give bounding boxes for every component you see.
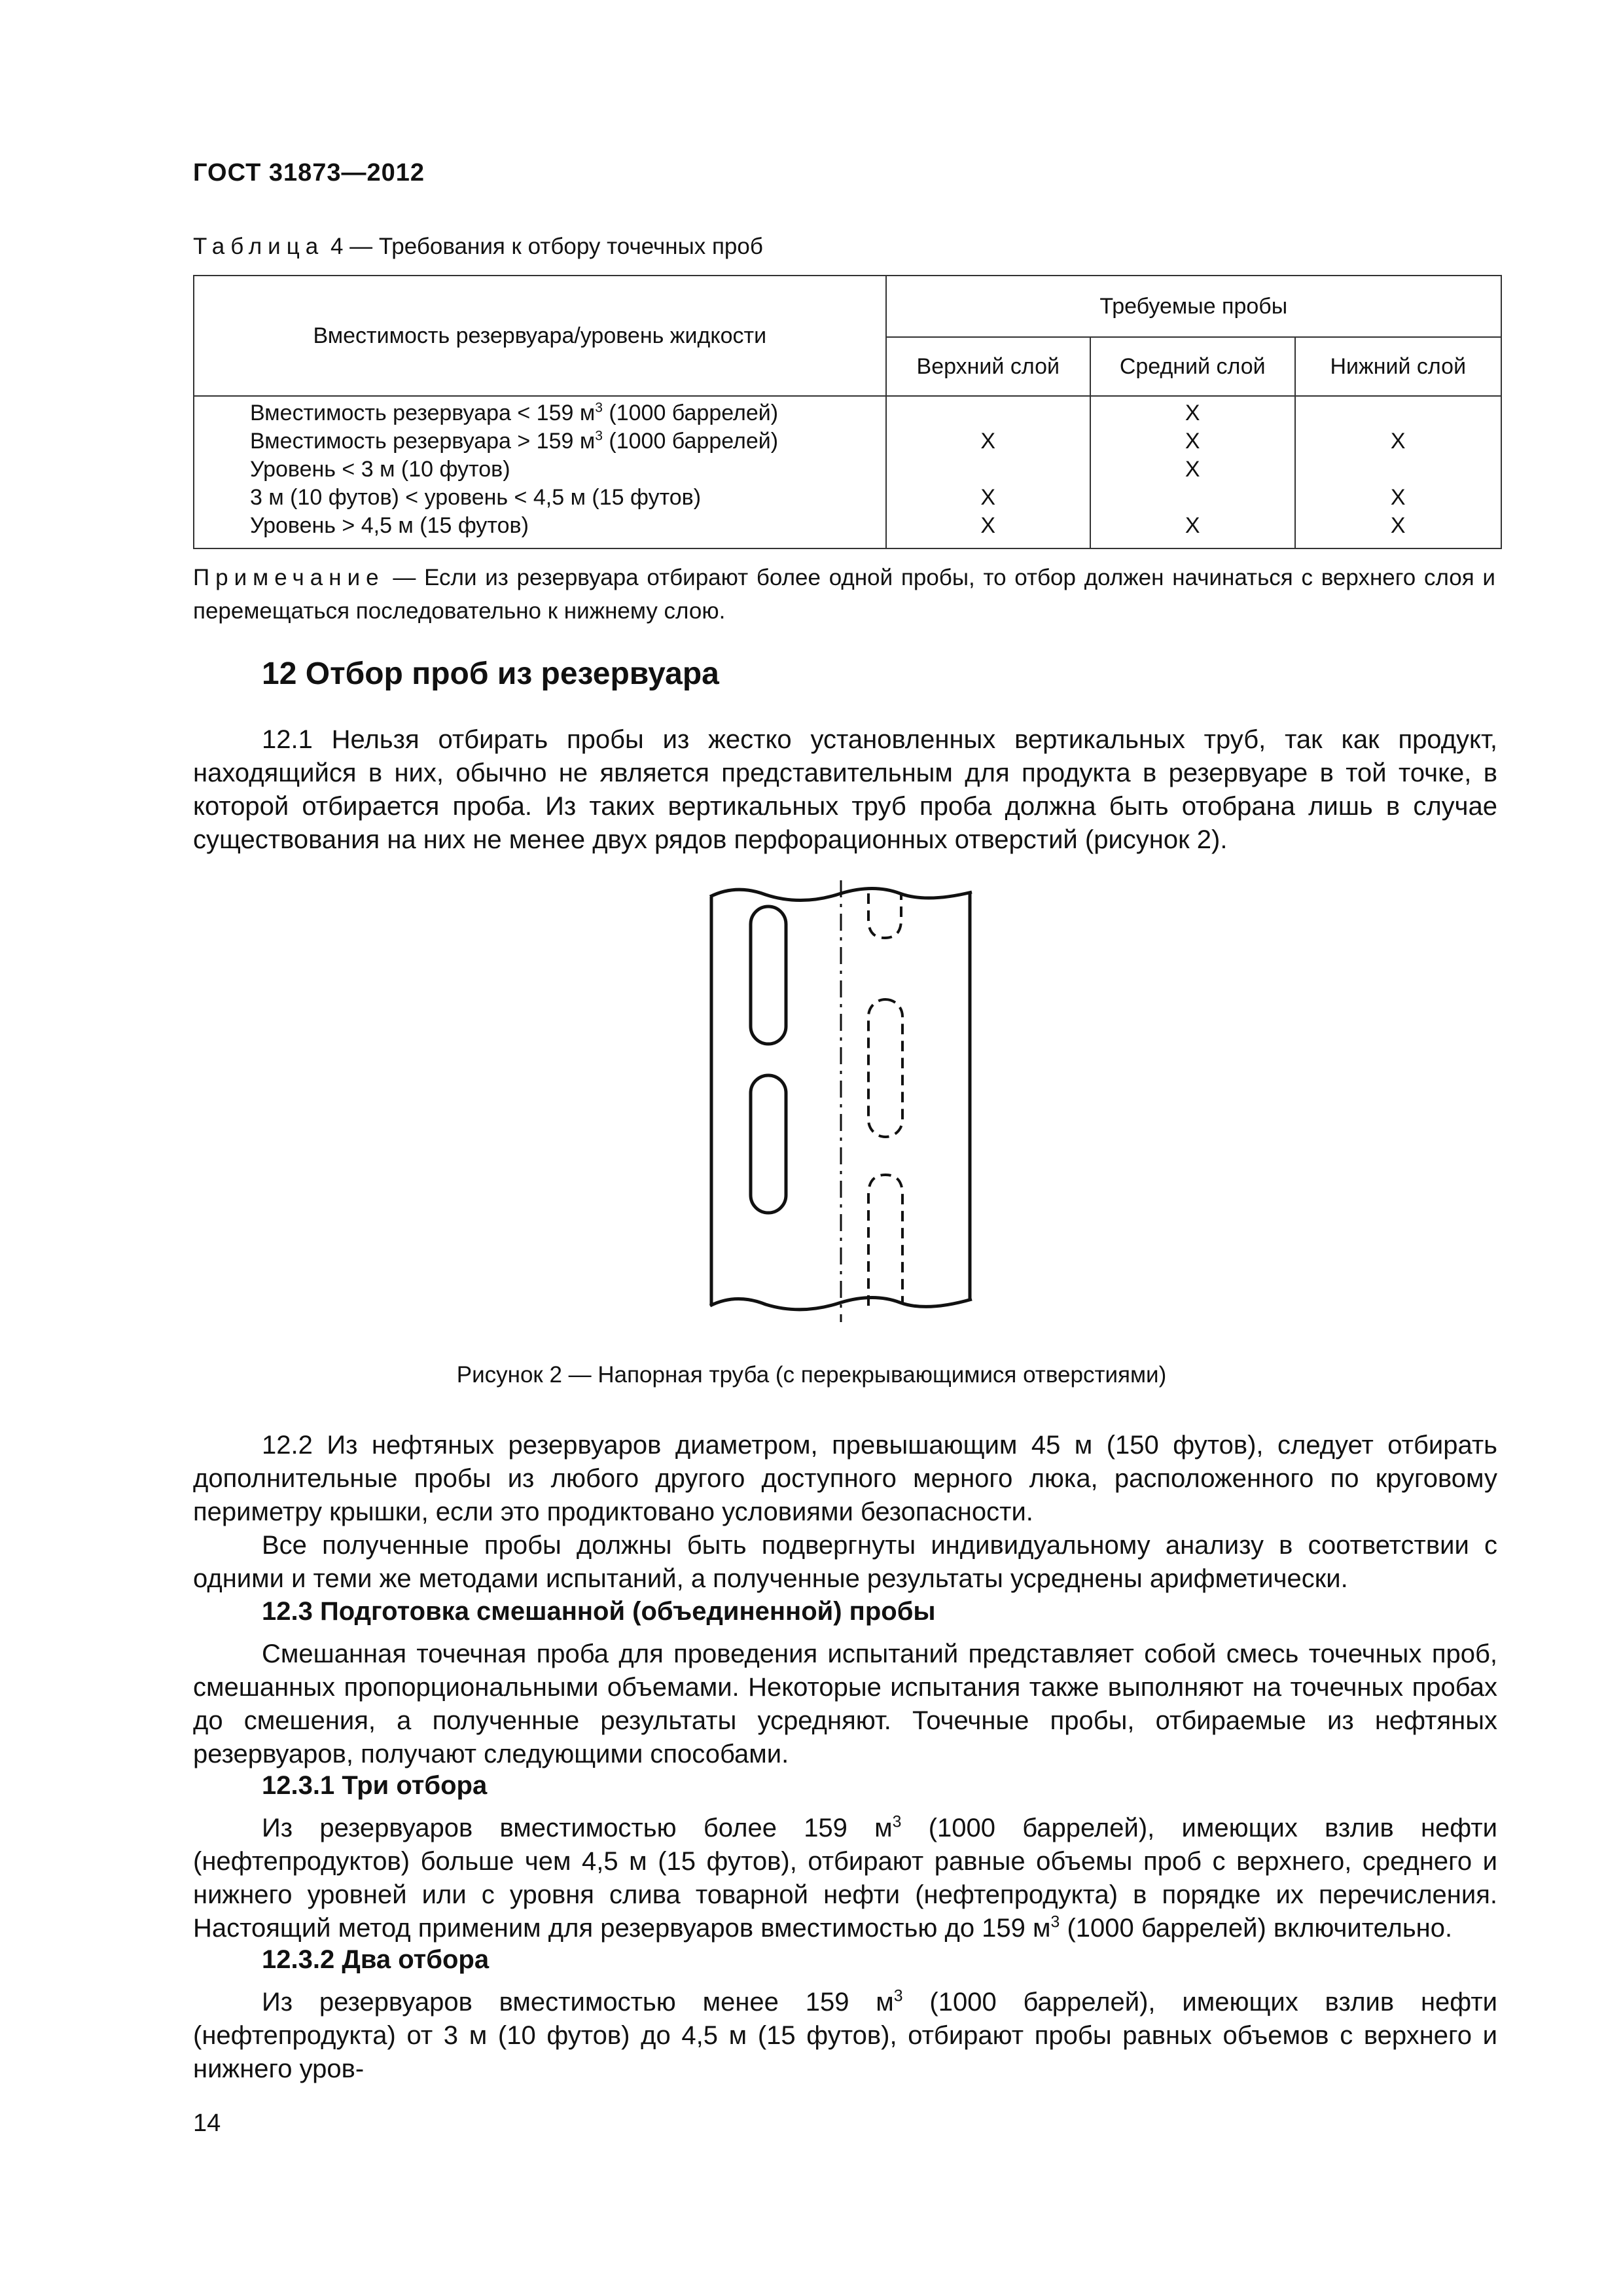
table-caption bbox=[193, 234, 763, 260]
mark: X bbox=[1185, 513, 1200, 538]
paragraph-12-1: 12.1 Нельзя отбирать пробы из жестко установленных вертикальных труб, так как продукт, находящийся в них, обычно не является представительным для продукта в резервуаре в той точке, в которой отбирается проба. Из таких вертикальных труб проба должна быть отобрана лишь в случае существования на них не менее двух рядов перфорационных отверстий (рисунок 2). bbox=[193, 725, 1497, 854]
row-label: Вместимость резервуара < 159 $м^3$ (1000 баррелей) bbox=[250, 400, 779, 425]
row-labels-cell bbox=[194, 396, 886, 548]
sampling-requirements-table bbox=[193, 275, 1502, 549]
header-capacity: Вместимость резервуара/уровень жидкости bbox=[194, 276, 886, 396]
mark: X bbox=[980, 513, 996, 538]
paragraph-12-2: 12.2 Из нефтяных резервуаров диаметром, превышающим 45 м (150 футов), следует отбирать дополнительные пробы из любого другого доступного мерного люка, расположенного по круговому периметру крышки, если это продиктовано условиями безопасности. bbox=[193, 1431, 1497, 1526]
standard-code: ГОСТ 31873—2012 bbox=[193, 159, 425, 187]
pressure-pipe-figure bbox=[704, 880, 978, 1322]
note-word: Примечание bbox=[193, 565, 385, 590]
row-label: 3 м (10 футов) < уровень < 4,5 м (15 футов) bbox=[250, 485, 702, 510]
row-label: Уровень > 4,5 м (15 футов) bbox=[250, 513, 529, 538]
header-required-samples: Требуемые пробы bbox=[886, 276, 1501, 337]
mark bbox=[1091, 484, 1294, 512]
row-label: Вместимость резервуара > 159 $м^3$ (1000 баррелей) bbox=[250, 428, 779, 454]
mark bbox=[887, 456, 1090, 484]
pipe-bottom-edge bbox=[710, 1298, 972, 1310]
header-upper-layer: Верхний слой bbox=[886, 337, 1090, 396]
mark: X bbox=[980, 429, 996, 454]
table-caption-word: Таблица bbox=[193, 234, 325, 259]
header-middle-layer: Средний слой bbox=[1090, 337, 1295, 396]
mark: X bbox=[1185, 429, 1200, 454]
mark: X bbox=[1390, 429, 1406, 454]
mark bbox=[887, 399, 1090, 427]
heading-12-3-1: 12.3.1 Три отбора bbox=[262, 1771, 488, 1800]
row-label: Уровень < 3 м (10 футов) bbox=[250, 457, 510, 482]
paragraph-12-3: Смешанная точечная проба для проведения испытаний представляет собой смесь точечных проб, смешанных пропорциональными объемами. Некоторые испытания также выполняют на точечных пробах до смешения, а полученные результаты усредняют. Точечные пробы, отбираемые из нефтяных резервуаров, получают следующими способами. bbox=[193, 1640, 1497, 1768]
page-number: 14 bbox=[193, 2109, 221, 2137]
table-caption-text: 4 — Требования к отбору точечных проб bbox=[324, 234, 763, 259]
mark: X bbox=[1390, 513, 1406, 538]
lower-layer-cell bbox=[1295, 396, 1502, 548]
mark bbox=[1296, 399, 1501, 427]
table-note bbox=[193, 561, 1495, 628]
paragraph-all-samples: Все полученные пробы должны быть подвергнуты индивидуальному анализу в соответствии с одними и теми же методами испытаний, а полученные результаты усреднены арифметически. bbox=[193, 1531, 1497, 1593]
mark bbox=[1296, 456, 1501, 484]
note-text: — Если из резервуара отбирают более одной пробы, то отбор должен начинаться с верхнего слоя и перемещаться последовательно к нижнему слою. bbox=[193, 565, 1495, 624]
figure-caption: Рисунок 2 — Напорная труба (с перекрывающимися отверстиями) bbox=[456, 1362, 1167, 1388]
paragraph-12-3-2: Из резервуаров вместимостью менее 159 $м^3$ (1000 баррелей), имеющих взлив нефти (нефтепродукта) от 3 м (10 футов) до 4,5 м (15 футов), отбирают пробы равных объемов с верхнего и нижнего уров- bbox=[193, 1987, 1497, 2083]
perforation-slot bbox=[751, 1075, 786, 1213]
upper-layer-cell bbox=[886, 396, 1090, 548]
mark: X bbox=[1390, 485, 1406, 510]
mark: X bbox=[1185, 457, 1200, 482]
mark: X bbox=[980, 485, 996, 510]
section-title: 12 Отбор проб из резервуара bbox=[262, 656, 719, 691]
hidden-slot bbox=[868, 999, 902, 1137]
mark: X bbox=[1185, 401, 1200, 425]
perforation-slot bbox=[751, 906, 786, 1044]
hidden-slot bbox=[868, 893, 901, 938]
heading-12-3: 12.3 Подготовка смешанной (объединенной) пробы bbox=[262, 1597, 936, 1626]
hidden-slot bbox=[868, 1175, 902, 1306]
heading-12-3-2: 12.3.2 Два отбора bbox=[262, 1945, 490, 1974]
header-lower-layer: Нижний слой bbox=[1295, 337, 1502, 396]
middle-layer-cell bbox=[1090, 396, 1295, 548]
paragraph-12-3-1: Из резервуаров вместимостью более 159 $м^3$ (1000 баррелей), имеющих взлив нефти (нефтепродуктов) больше чем 4,5 м (15 футов), отбирают равные объемы проб с верхнего, среднего и нижнего уровней или с уровня слива товарной нефти (нефтепродукта) в порядке их перечисления. Настоящий метод применим для резервуаров вместимостью до 159 $м^3$ (1000 баррелей) включительно. bbox=[193, 1813, 1497, 1943]
